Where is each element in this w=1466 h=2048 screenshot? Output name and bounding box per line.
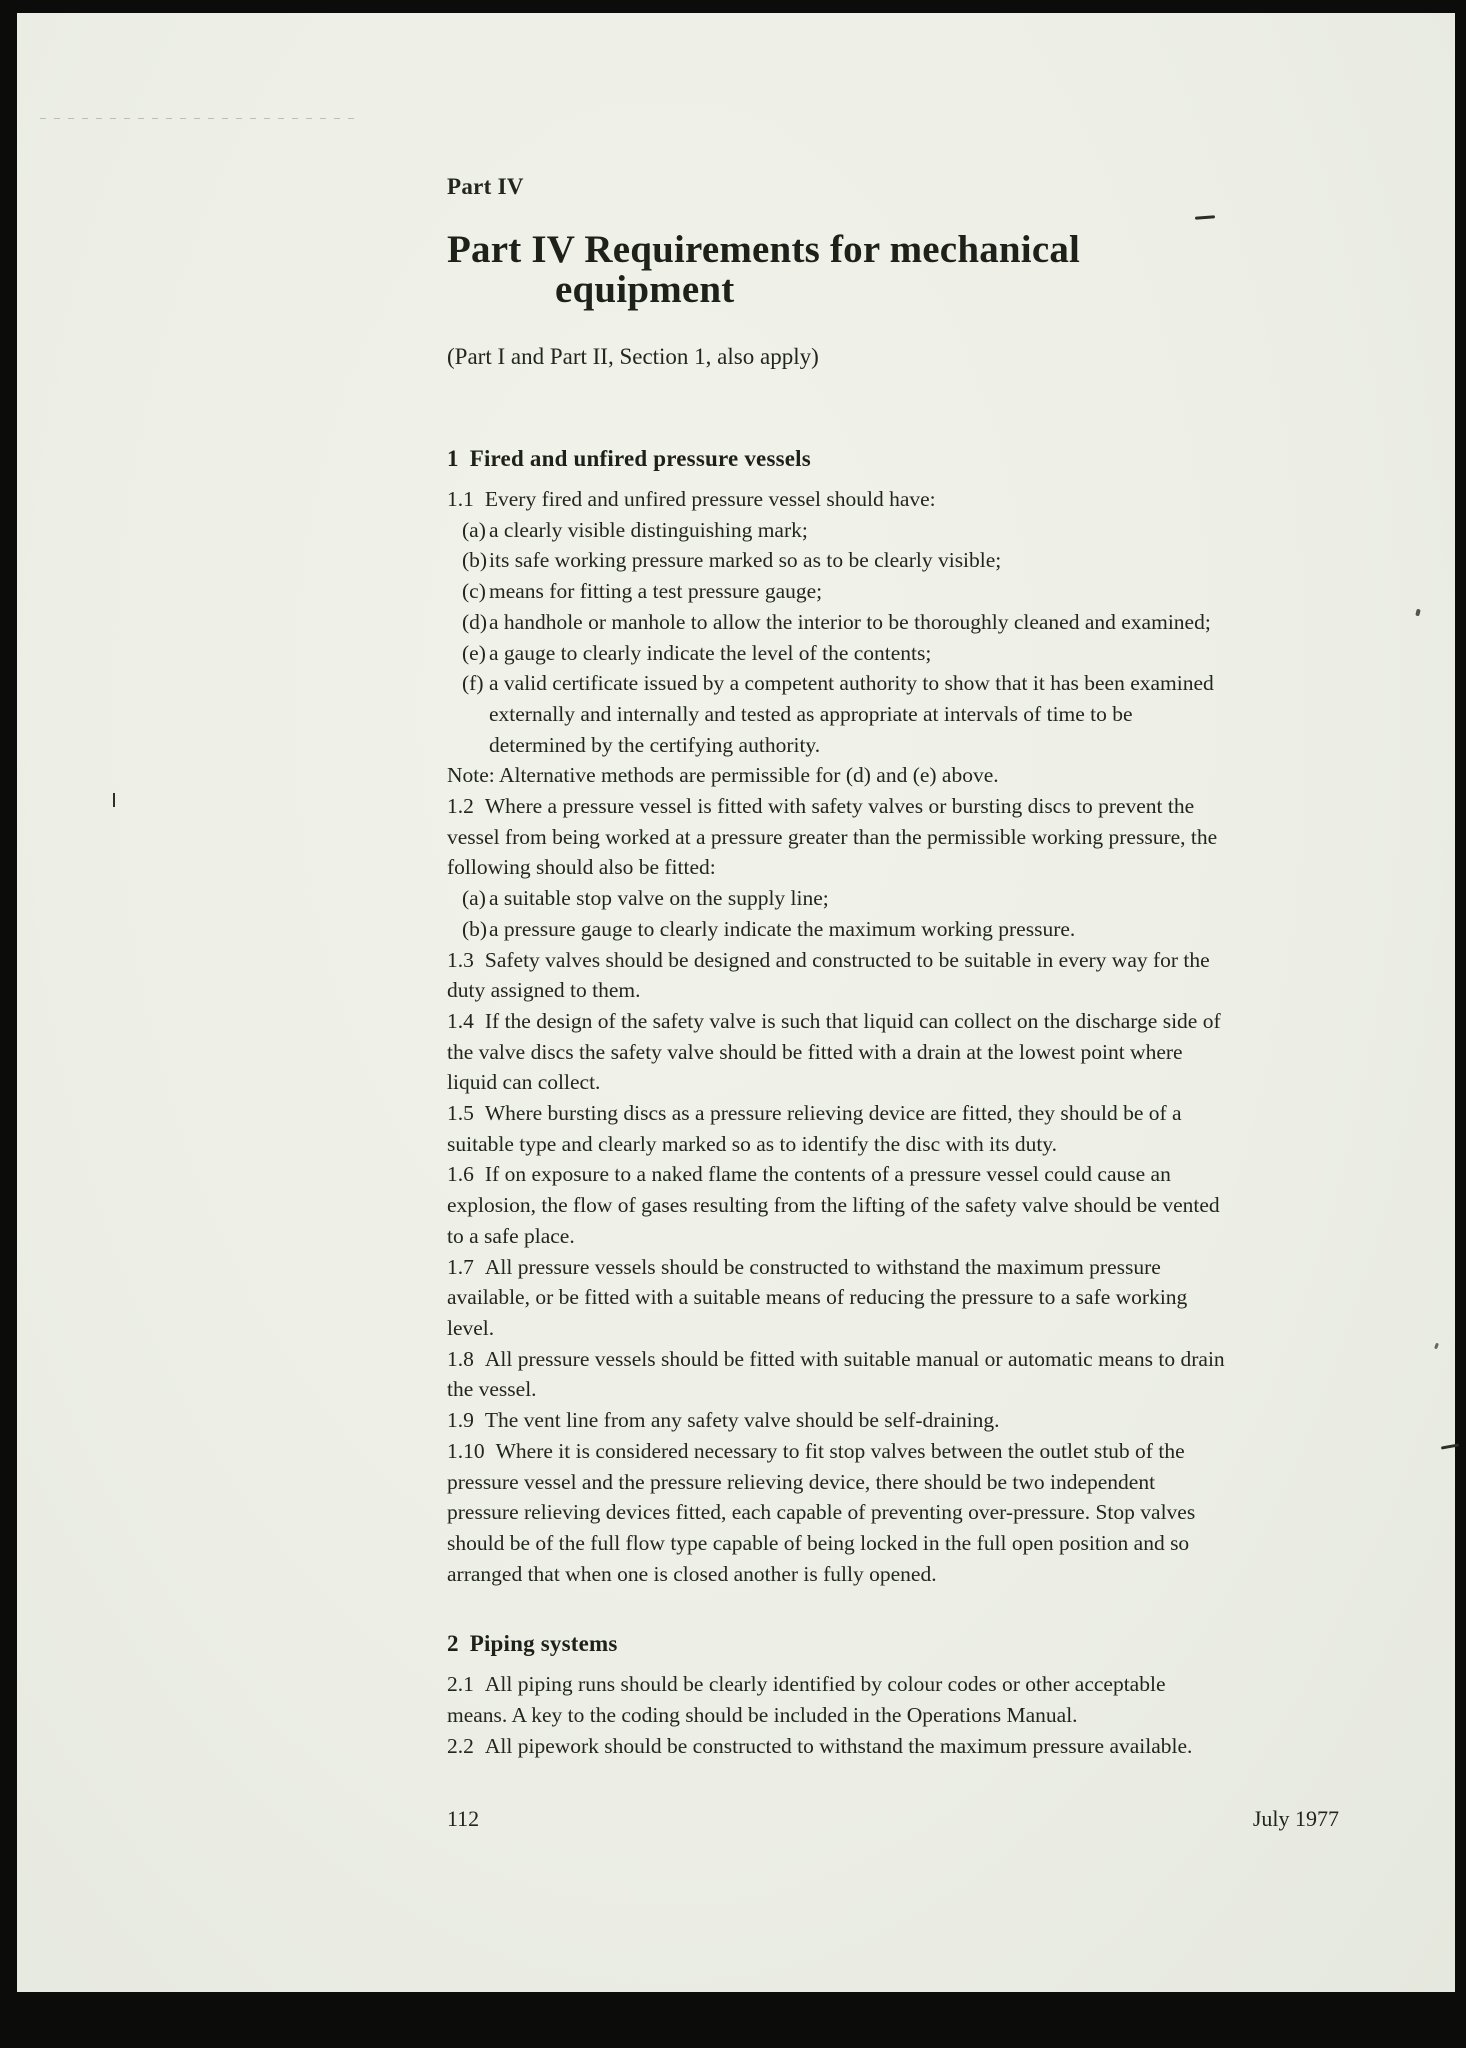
paragraph-number: 1.2 [447, 794, 474, 819]
issue-date: July 1977 [1252, 1806, 1339, 1832]
paragraph: 2.1 All piping runs should be clearly identified by colour codes or other acceptable means. A key to the coding should be included in the Operations Manual. [447, 1672, 1166, 1728]
document-section [447, 1629, 1229, 1761]
running-header: Part IV [447, 174, 524, 199]
list-item-label: (b) [462, 548, 488, 573]
note: Note: Alternative methods are permissible for (d) and (e) above. [447, 763, 999, 788]
list-item-label: (c) [462, 579, 486, 604]
paragraph: 1.2 Where a pressure vessel is fitted with safety valves or bursting discs to prevent the vessel from being worked at a pressure greater than the permissible working pressure, the following should also be fitted: [447, 794, 1218, 880]
list-item: (b) its safe working pressure marked so as to be clearly visible; [447, 545, 1229, 576]
document-section [447, 444, 1229, 1589]
list-item: (d) a handhole or manhole to allow the interior to be thoroughly cleaned and examined; [447, 607, 1229, 638]
list-item-label: (d) [462, 609, 488, 634]
paragraph: 1.8 All pressure vessels should be fitted with suitable manual or automatic means to drain the vessel. [447, 1346, 1225, 1402]
paragraph-number: 1.4 [447, 1008, 474, 1033]
scan-crease [40, 118, 358, 119]
section-number: 2 [447, 1631, 459, 1657]
list-item: (c) means for fitting a test pressure gauge; [447, 576, 1229, 607]
page-title [447, 230, 1352, 310]
page-footer [447, 1805, 1339, 1833]
list-item-label: (f) [462, 671, 484, 696]
paragraph-number: 1.3 [447, 947, 474, 972]
paragraph: 1.6 If on exposure to a naked flame the contents of a pressure vessel could cause an explosion, the flow of gases resulting from the lifting of the safety valve should be vented to a safe place. [447, 1162, 1220, 1248]
paragraph-number: 1.5 [447, 1101, 474, 1126]
section-number: 1 [447, 446, 459, 471]
list-item-label: (e) [462, 640, 486, 665]
paragraph-number: 2.1 [447, 1672, 474, 1697]
list-item: (f) a valid certificate issued by a competent authority to show that it has been examined externally and internally and tested as appropriate at intervals of time to be determined by the certifying authority. [447, 668, 1229, 760]
paragraph: 1.7 All pressure vessels should be constructed to withstand the maximum pressure available, or be fitted with a suitable means of reducing the pressure to a safe working level. [447, 1254, 1188, 1340]
scan-artifact [1434, 1343, 1439, 1350]
sections [447, 444, 1229, 1761]
paragraph: 2.2 All pipework should be constructed to withstand the maximum pressure available. [447, 1733, 1193, 1758]
paragraph: 1.3 Safety valves should be designed and constructed to be suitable in every way for the duty assigned to them. [447, 947, 1210, 1003]
list-item: (b) a pressure gauge to clearly indicate the maximum working pressure. [447, 914, 1229, 945]
paragraph: 1.9 The vent line from any safety valve should be self-draining. [447, 1408, 1000, 1433]
section-heading: 2 Piping systems [447, 1631, 618, 1657]
list-item: (e) a gauge to clearly indicate the level of the contents; [447, 638, 1229, 669]
list-item-label: (a) [462, 517, 486, 542]
page-title-line-1: Part IV Requirements for mechanical [447, 228, 1081, 271]
paper [17, 13, 1455, 1992]
list-item: (a) a clearly visible distinguishing mark; [447, 515, 1229, 546]
paragraph: 1.4 If the design of the safety valve is such that liquid can collect on the discharge side of the valve discs the safety valve should be fitted with a drain at the lowest point where liquid can collect. [447, 1008, 1221, 1095]
scan-artifact [1441, 1443, 1459, 1449]
paragraph: 1.10 Where it is considered necessary to fit stop valves between the outlet stub of the pressure vessel and the pressure relieving device, there should be two independent pressure relieving devices fitted, each capable of preventing over-pressure. Stop valves should be of the full flow type capable of being locked in the full open position and so arranged that when one is closed another is fully opened. [447, 1438, 1196, 1586]
paragraph-number: 1.7 [447, 1254, 474, 1279]
section-heading: 1 Fired and unfired pressure vessels [447, 446, 811, 471]
list-item-label: (a) [462, 886, 486, 911]
paragraph-number: 1.6 [447, 1162, 474, 1187]
list-item: (a) a suitable stop valve on the supply line; [447, 883, 1229, 914]
paragraph-number: 1.9 [447, 1408, 474, 1433]
paragraph: 1.5 Where bursting discs as a pressure relieving device are fitted, they should be of a suitable type and clearly marked so as to identify the disc with its duty. [447, 1101, 1182, 1156]
paragraph-number: 1.8 [447, 1346, 474, 1371]
paragraph-number: 1.1 [447, 487, 474, 511]
page-number: 112 [447, 1806, 480, 1832]
paragraph-number: 2.2 [447, 1733, 474, 1758]
list-item-label: (b) [462, 916, 488, 941]
page-title-line-2: equipment [555, 268, 735, 311]
applicability-note: (Part I and Part II, Section 1, also apply) [447, 344, 819, 369]
paragraph-number: 1.10 [447, 1438, 485, 1463]
paragraph: 1.1 Every fired and unfired pressure vessel should have: [447, 487, 936, 511]
scan-artifact [1415, 609, 1421, 617]
document-content [447, 172, 1352, 1833]
scan-artifact [113, 793, 115, 807]
